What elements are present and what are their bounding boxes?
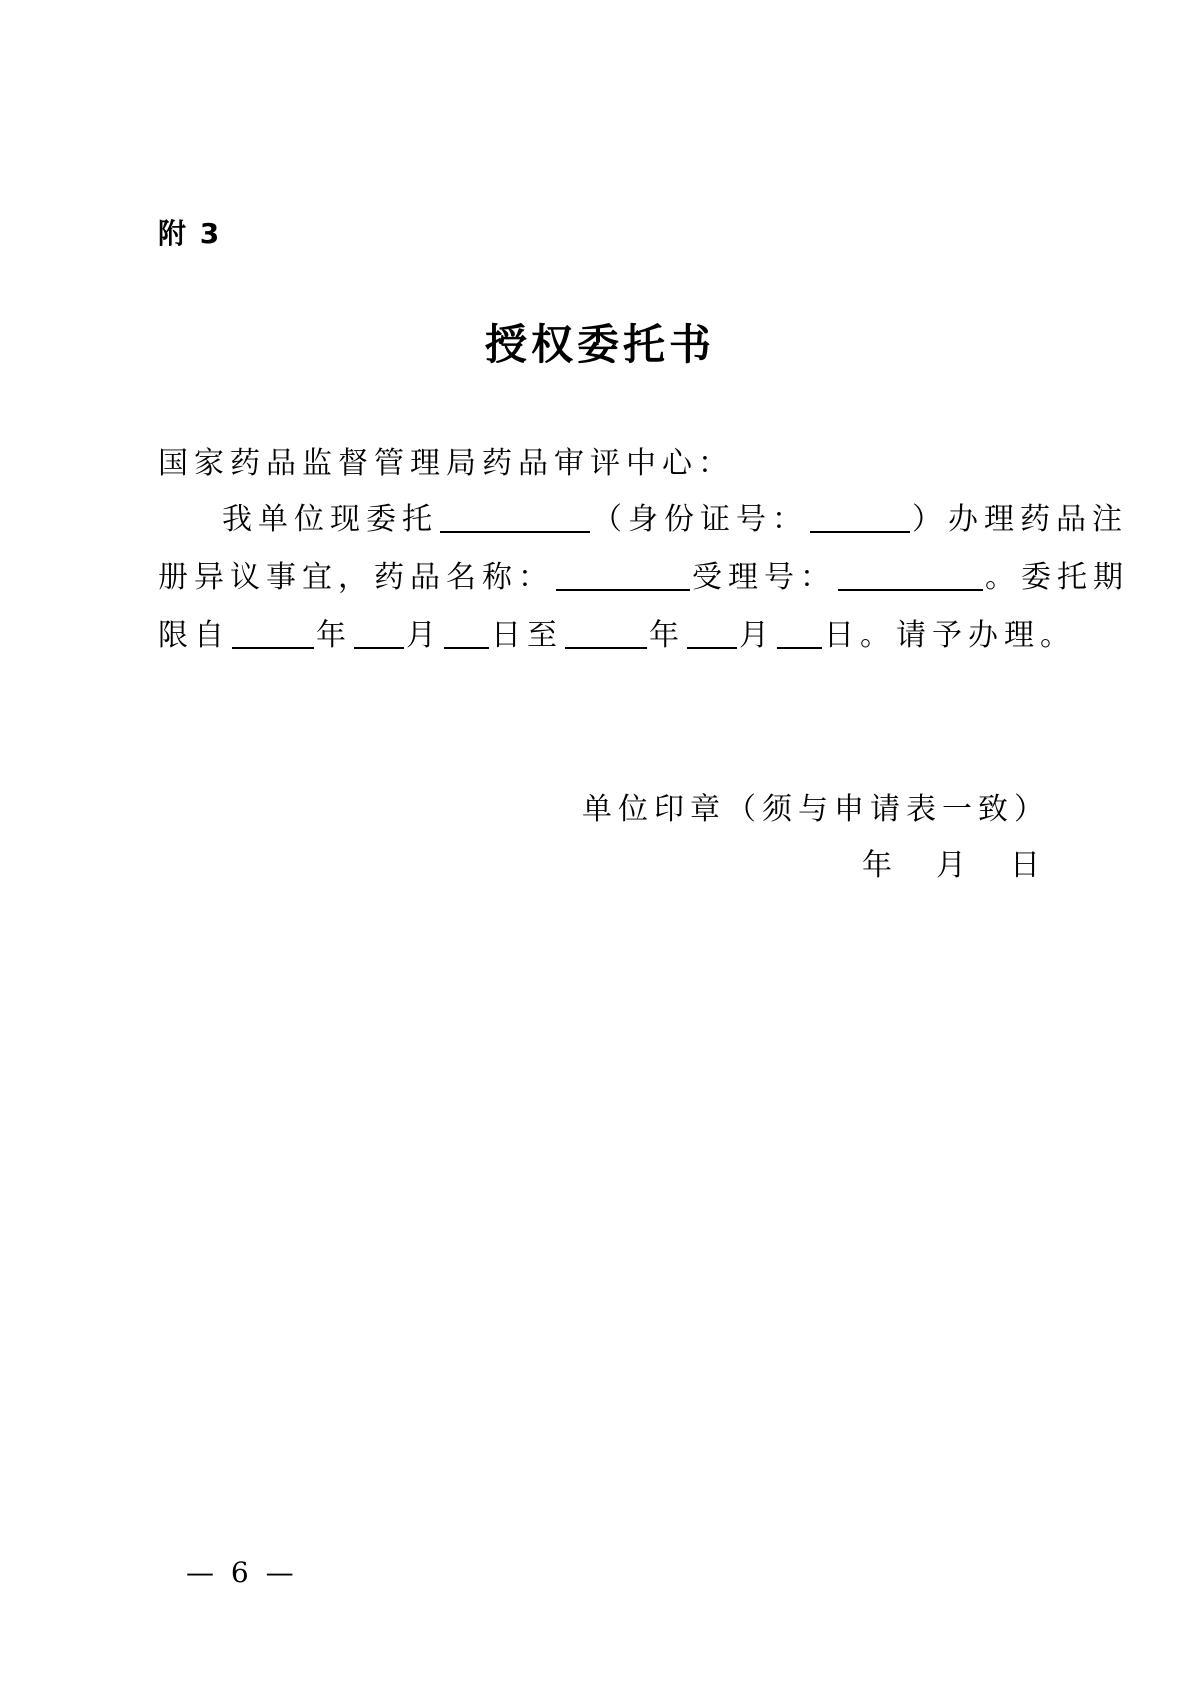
paragraph-line-1 xyxy=(222,494,1128,538)
paragraph-line-2 xyxy=(158,552,1129,596)
text-segment: 月 xyxy=(739,618,775,653)
attachment-label: 附 3 xyxy=(158,217,222,250)
date-month-label: 月 xyxy=(936,848,972,883)
end-year-blank xyxy=(565,617,647,649)
text-segment: （身份证号： xyxy=(592,502,808,537)
end-day-blank xyxy=(777,617,822,649)
id-number-blank xyxy=(810,501,910,533)
addressee: 国家药品监督管理局药品审评中心： xyxy=(158,446,734,481)
seal-label: 单位印章（须与申请表一致） xyxy=(582,792,1050,827)
start-month-blank xyxy=(354,617,404,649)
text-segment: 受理号： xyxy=(692,560,836,595)
text-segment: 日至 xyxy=(491,618,563,653)
end-month-blank xyxy=(687,617,737,649)
drug-name-blank xyxy=(556,559,690,591)
text-segment: 册异议事宜，药品名称： xyxy=(158,560,554,595)
start-day-blank xyxy=(444,617,489,649)
text-segment: 月 xyxy=(406,618,442,653)
acceptance-number-blank xyxy=(838,559,983,591)
date-year-label: 年 xyxy=(862,848,898,883)
text-segment: 年 xyxy=(649,618,685,653)
text-segment: 我单位现委托 xyxy=(222,502,438,537)
delegate-name-blank xyxy=(440,501,590,533)
document-title: 授权委托书 xyxy=(484,320,715,369)
text-segment: 。委托期 xyxy=(985,560,1129,595)
page-number: — 6 — xyxy=(186,1556,298,1589)
text-segment: 年 xyxy=(316,618,352,653)
start-year-blank xyxy=(232,617,314,649)
text-segment: 限自 xyxy=(158,618,230,653)
text-segment: 日。请予办理。 xyxy=(824,618,1076,653)
date-day-label: 日 xyxy=(1010,848,1046,883)
signature-date xyxy=(824,840,1046,884)
paragraph-line-3 xyxy=(158,610,1076,654)
text-segment: ）办理药品注 xyxy=(912,502,1128,537)
